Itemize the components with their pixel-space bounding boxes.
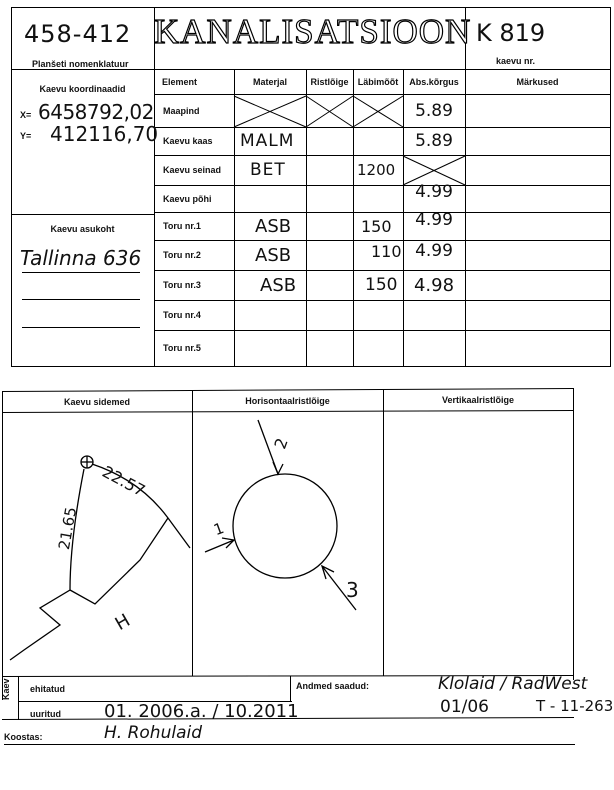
column-header-diameter: Läbimõõt — [357, 77, 399, 87]
column-header-element: Element — [162, 77, 198, 87]
data-source-label: Andmed saadud: — [296, 681, 370, 691]
table-row-material: BET — [250, 160, 286, 180]
y-coordinate-label: Y= — [20, 131, 32, 141]
tie-distance-1: 22.57 — [99, 462, 149, 501]
x-coordinate-value: 6458792,02 — [38, 100, 154, 124]
nomenclature-value: 458-412 — [24, 20, 132, 48]
table-row-height: 4.98 — [413, 274, 455, 296]
table-row-diameter: 110 — [371, 241, 402, 261]
y-coordinate-value: 412116,70 — [50, 122, 159, 146]
location-label: Kaevu asukoht — [50, 224, 115, 234]
well-number-label: kaevu nr. — [496, 56, 536, 66]
table-row-material: MALM — [240, 131, 295, 151]
table-row-element: Toru nr.4 — [163, 310, 201, 320]
table-row-element: Toru nr.1 — [163, 221, 201, 231]
column-header-material: Materjal — [252, 77, 287, 87]
table-row-element: Toru nr.2 — [163, 250, 201, 260]
table-row-diameter: 150 — [365, 275, 398, 295]
table-row-element: Kaevu kaas — [163, 136, 213, 146]
column-header-abs-height: Abs.kõrgus — [409, 77, 459, 87]
location-value: Tallinna 636 — [20, 246, 142, 270]
table-row-height: 4.99 — [415, 210, 453, 230]
vertical-section-label: Vertikaalristlõige — [441, 395, 515, 405]
table-row-element: Kaevu põhi — [163, 193, 212, 204]
ties-sketch — [10, 456, 190, 660]
data-source-ref-2: T - 11-263 — [536, 697, 614, 715]
data-source-value: Klolaid / RadWest — [438, 674, 588, 694]
page-title: KANALISATSIOON — [154, 12, 472, 51]
horizontal-section-label: Horisontaalristlõige — [245, 396, 330, 406]
pipe-1-label: 1 — [211, 518, 227, 540]
composed-value: H. Rohulaid — [104, 723, 203, 743]
table-row-height: 5.89 — [415, 101, 453, 121]
coordinates-label: Kaevu koordinaadid — [39, 84, 126, 94]
house-label: H — [111, 610, 134, 635]
table-row-material: ASB — [255, 244, 292, 266]
well-number-value: K 819 — [476, 19, 546, 47]
table-row-element: Toru nr.5 — [163, 343, 201, 353]
surveyed-value: 01. 2006.a. / 10.2011 — [104, 701, 299, 722]
side-label: Kaev — [1, 678, 11, 700]
table-row-element: Maapind — [163, 106, 200, 116]
table-row-diameter: 150 — [361, 216, 392, 236]
built-label: ehitatud — [30, 684, 65, 694]
table-row-material: ASB — [255, 215, 292, 237]
table-row-height: 4.99 — [415, 181, 453, 202]
column-header-remarks: Märkused — [516, 77, 559, 87]
ties-section-label: Kaevu sidemed — [63, 397, 131, 407]
table-row-diameter: 1200 — [357, 161, 396, 179]
table-row-material: ASB — [260, 274, 297, 296]
pipe-3-label: 3 — [346, 578, 359, 602]
pipe-2-label: 2 — [270, 435, 292, 452]
tie-distance-2: 21.65 — [55, 505, 81, 552]
table-row-height: 5.89 — [415, 131, 453, 151]
composed-label: Koostas: — [4, 732, 43, 742]
x-coordinate-label: X= — [20, 110, 32, 120]
surveyed-label: uuritud — [30, 709, 61, 719]
column-header-cross-section: Ristlõige — [310, 77, 349, 87]
table-row-height: 4.99 — [415, 241, 453, 261]
table-row-element: Toru nr.3 — [163, 280, 201, 290]
table-row-element: Kaevu seinad — [163, 165, 222, 175]
data-source-ref-1: 01/06 — [440, 697, 489, 717]
nomenclature-label: Planšeti nomenklatuur — [32, 59, 129, 69]
